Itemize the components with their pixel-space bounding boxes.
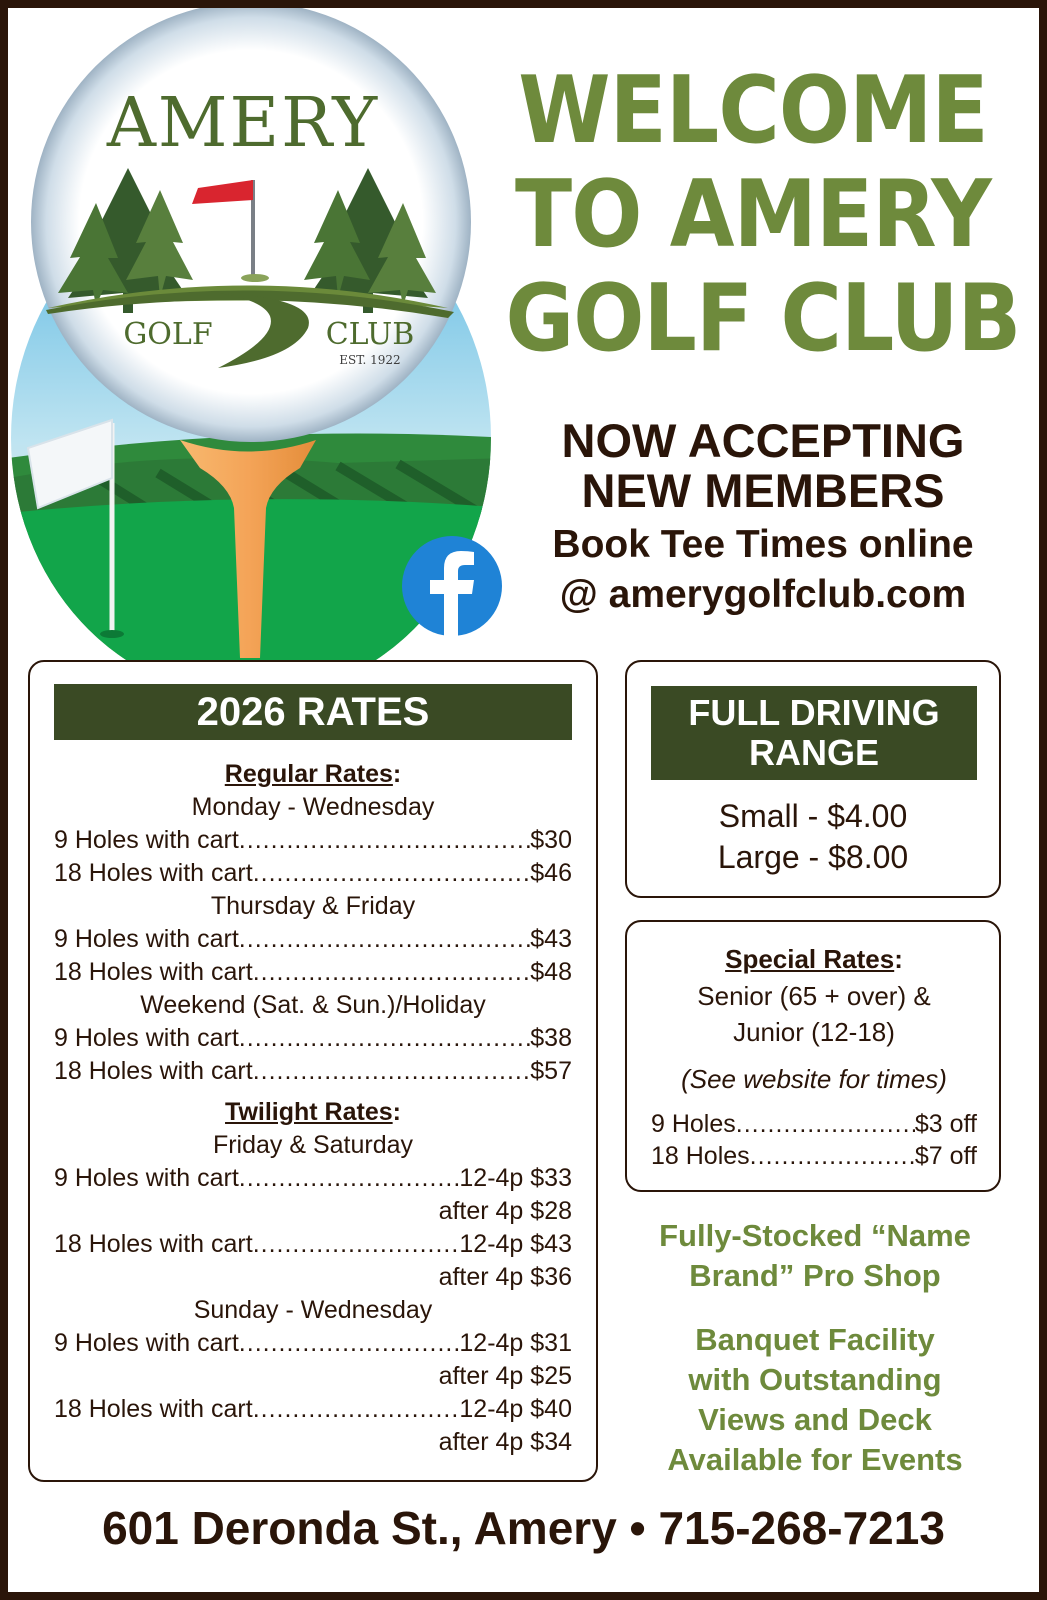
accepting-members xyxy=(513,416,1013,516)
regular-rates-heading: Regular Rates: xyxy=(224,760,402,788)
pro-shop-promo xyxy=(620,1216,1010,1296)
rate-row: 9 Holes with cart ..... 12-4p $31 xyxy=(54,1327,572,1360)
logo-established: EST. 1922 xyxy=(339,353,401,367)
banquet-line-4: Available for Events xyxy=(667,1442,963,1477)
headline-line-1: WELCOME xyxy=(518,56,988,164)
logo-name-right: CLUB xyxy=(325,317,415,352)
special-note: (See website for times) xyxy=(681,1064,947,1094)
banquet-line-3: Views and Deck xyxy=(698,1402,932,1437)
accepting-line-1: NOW ACCEPTING xyxy=(561,414,965,467)
banquet-line-1: Banquet Facility xyxy=(695,1322,935,1357)
rates-box xyxy=(28,660,598,1482)
fri-sat-label: Friday & Saturday xyxy=(212,1131,414,1159)
weekend-label: Weekend (Sat. & Sun.)/Holiday xyxy=(140,991,486,1019)
rate-row: 18 Holes with cart ..... 12-4p $43 xyxy=(54,1228,572,1261)
range-title-line-2: RANGE xyxy=(748,732,879,773)
pro-shop-line-1: Fully-Stocked “Name xyxy=(659,1218,971,1253)
rate-row: 18 Holes with cart ..... $46 xyxy=(54,857,572,890)
rates-title: 2026 RATES xyxy=(54,684,572,740)
driving-range-box xyxy=(625,660,1001,898)
range-large-price: Large - $8.00 xyxy=(717,839,909,875)
rate-row: 18 Holes with cart ..... $48 xyxy=(54,956,572,989)
flyer-page xyxy=(8,8,1039,1592)
logo-name-left: GOLF xyxy=(123,317,213,352)
special-rates-box xyxy=(625,920,1001,1192)
rate-row: 18 Holes with cart ..... $57 xyxy=(54,1055,572,1088)
pro-shop-line-2: Brand” Pro Shop xyxy=(689,1258,941,1293)
sun-wed-label: Sunday - Wednesday xyxy=(193,1296,433,1324)
rate-row: 9 Holes with cart ..... 12-4p $33 xyxy=(54,1162,572,1195)
rate-row: 9 Holes with cart ..... $38 xyxy=(54,1022,572,1055)
range-small-price: Small - $4.00 xyxy=(718,798,908,834)
facebook-icon[interactable] xyxy=(402,536,502,636)
driving-range-title xyxy=(651,686,977,780)
rate-after-4p: after 4p $25 xyxy=(438,1362,572,1390)
twilight-rates-heading: Twilight Rates: xyxy=(225,1098,401,1126)
special-rates-body xyxy=(651,940,977,1172)
range-prices xyxy=(627,796,999,878)
banquet-line-2: with Outstanding xyxy=(688,1362,942,1397)
rate-after-4p: after 4p $28 xyxy=(438,1197,572,1225)
rates-list xyxy=(54,758,572,1459)
range-title-line-1: FULL DRIVING xyxy=(688,692,940,733)
booking-line-1: Book Tee Times online xyxy=(552,523,974,566)
special-rates-heading: Special Rates: xyxy=(725,944,903,974)
welcome-headline xyxy=(478,58,1028,370)
special-row: 18 Holes ..... $7 off xyxy=(651,1140,977,1172)
rate-row: 18 Holes with cart ..... 12-4p $40 xyxy=(54,1393,572,1426)
special-senior: Senior (65 + over) & xyxy=(697,981,931,1011)
special-junior: Junior (12-18) xyxy=(733,1017,895,1047)
special-row: 9 Holes ..... $3 off xyxy=(651,1108,977,1140)
rate-after-4p: after 4p $34 xyxy=(438,1428,572,1456)
headline-line-3: GOLF CLUB xyxy=(505,264,1021,372)
rate-row: 9 Holes with cart ..... $43 xyxy=(54,923,572,956)
rate-row: 9 Holes with cart ..... $30 xyxy=(54,824,572,857)
thu-fri-label: Thursday & Friday xyxy=(210,892,416,920)
banquet-promo xyxy=(620,1320,1010,1480)
booking-info xyxy=(513,520,1013,620)
address-phone-footer: 601 Deronda St., Amery • 715-268-7213 xyxy=(102,1502,945,1554)
accepting-line-2: NEW MEMBERS xyxy=(581,464,945,517)
rate-after-4p: after 4p $36 xyxy=(438,1263,572,1291)
headline-line-2: TO AMERY xyxy=(515,160,991,268)
logo-name-top: AMERY xyxy=(106,84,380,163)
booking-website-link[interactable]: @ amerygolfclub.com xyxy=(559,573,967,616)
mon-wed-label: Monday - Wednesday xyxy=(191,793,435,821)
